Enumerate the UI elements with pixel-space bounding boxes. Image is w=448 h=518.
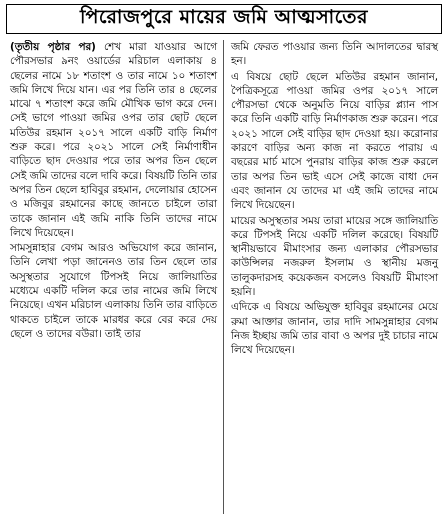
paragraph: এ বিষয়ে ছোট ছেলে মতিউর রহমান জানান, পৈত্রিকসূত্রে পাওয়া জমির ওপর ২০১৭ সালে পৌরসভা থেকে অনুমতি নিয়ে বাড়ির প্ল্যান পাস করে তিনি একটি বাড়ি নির্মাণকাজ শুরু করেন। পরে ২০২১ সালে সেই বাড়ির ছাদ দেওয়া হয়। করোনার কারণে বাড়ির অন্য কাজ না করতে পারায় এ বছরের মার্চ মাসে পুনরায় বাড়ির কাজ শুরু করলে তার অপর তিন ভাই এসে সেই কাজে বাধা দেন এবং জানান যে তাদের মা এই জমি তাদের নামে লিখে দিয়েছেন।: [231, 70, 438, 212]
headline: পিরোজপুরে মায়ের জমি আত্মসাতের: [6, 4, 442, 34]
continued-label: (তৃতীয় পৃষ্ঠার পর): [10, 41, 96, 53]
paragraph: মায়ের অসুস্থতার সময় তারা মায়ের সঙ্গে জালিয়াতি করে টিপসই নিয়ে একটি দলিল করেছে। বিষয়টি স্থানীয়ভাবে মীমাংসার জন্য এলাকার পৌরসভার কাউন্সিলর নজরুল ইসলাম ও স্থানীয় মজনু তালুকদারসহ কয়েকজন বসলেও বিষয়টি মীমাংসা হয়নি।: [231, 214, 438, 299]
paragraph-text: শেখ মারা যাওয়ার আগে পৌরসভার ৯নং ওয়ার্ডের মরিচাল এলাকায় ৪ ছেলের নামে ১৮ শতাংশ ও তার নামে ১০ শতাংশ জমি লিখে দিয়ে যান। এর পর তিনি তার ৪ ছেলের মাঝে ৭ শতাংশ করে জমি মৌখিক ভাগ করে দেন। সেই ভাগে পাওয়া জমির ওপর তার ছোট ছেলে মতিউর রহমান ২০১৭ সালে একটি বাড়ি নির্মাণ শুরু করে। পরে ২০২১ সালে সেই নির্মাণাধীন বাড়িতে ছাদ দেওয়ার পরে তার অপর তিন ছেলে সেই জমি তাদের বলে দাবি করে। বিষয়টি তিনি তার অপর তিন ছেলে হাবিবুর রহমান, দেলোয়ার হোসেন ও মজিবুর রহমানের কাছে জানতে চাইলে তারা তাকে জানান এই জমি নাকি তিনি তাদের নামে লিখে দিয়েছেন।: [10, 41, 217, 239]
left-column: [6, 40, 224, 514]
paragraph: জমি ফেরত পাওয়ার জন্য তিনি আদালতের দ্বারস্থ হন।: [231, 41, 438, 68]
paragraph: [10, 40, 217, 240]
article-body: [6, 40, 442, 514]
paragraph: সামসুন্নাহার বেগম আরও অভিযোগ করে জানান, তিনি লেখা পড়া জানেনও তার তিন ছেলে তার অসুস্থতার সুযোগে টিপসই নিয়ে জালিয়াতির মধ্যেমে একটি দলিল করে তার নামের জমি লিখে নিয়েছে। এখন মরিচাল এলাকায় তিনি তার বাড়িতে থাকতে চাইলে তাকে মারধর করে বের করে দেয় ছেলে ও তাদের বউরা। তাই তার: [10, 242, 217, 340]
right-column: [224, 40, 442, 514]
paragraph: এদিকে এ বিষয়ে অভিযুক্ত হাবিবুর রহমানের মেয়ে রুমা আক্তার জানান, তার দাদি সামসুন্নাহার বেগম নিজ ইচ্ছায় জমি তার বাবা ও অপর দুই চাচার নামে লিখে দিয়েছেন।: [231, 301, 438, 357]
